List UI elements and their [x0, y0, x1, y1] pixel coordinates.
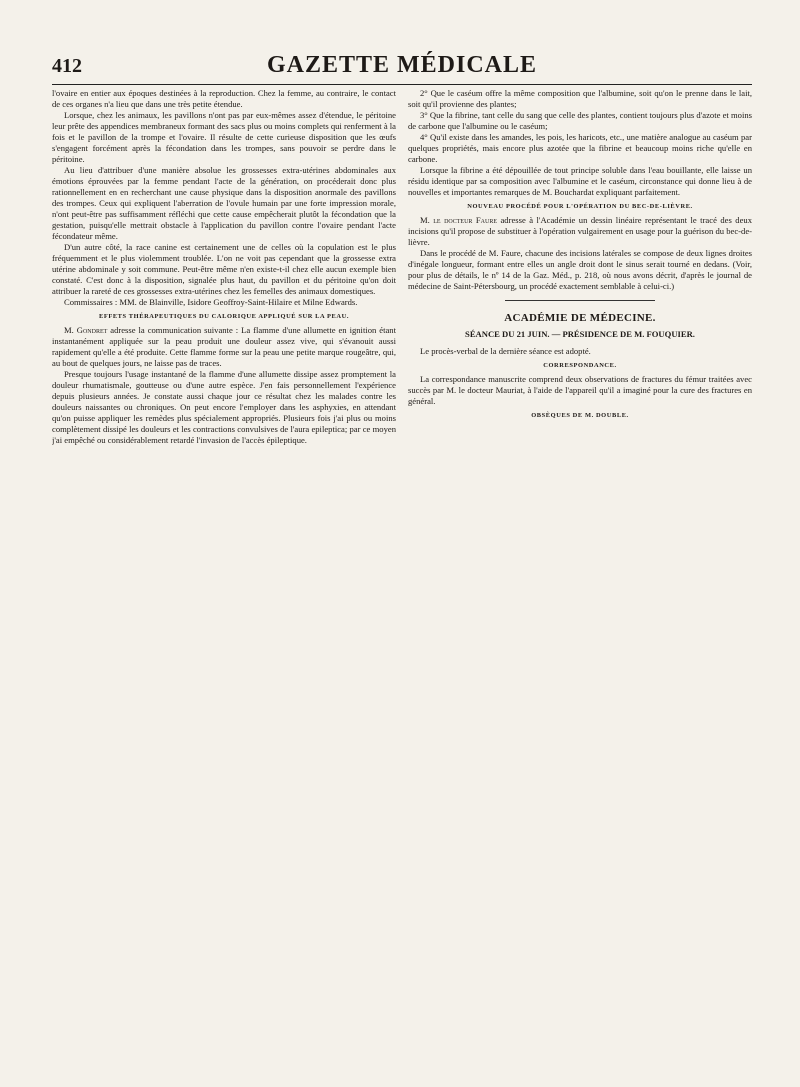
page-number: 412 — [52, 55, 82, 77]
section-heading: OBSÈQUES DE M. DOUBLE. — [531, 412, 629, 420]
paragraph: Presque toujours l'usage instantané de la flamme d'une allumette dissipe assez promptement la douleur rhumatismale, goutteuse ou d'une autre espèce. J'en fais personnellement l'expérience depuis plusieurs années. Je constate aussi chaque jour ce résultat chez les malades contre les douleurs naissantes ou chroniques. On peut encore l'employer dans les asphyxies, en attendant qu'on puisse appliquer les remèdes plus spécialement appropriés. Plusieurs fois j'ai plus ou moins complètement dissipé les douleurs et les contractions convulsives de l'aura epileptica; par ce moyen j'ai empêché ou considérablement retardé l'invasion de l'accès épileptique. — [52, 369, 396, 446]
section-heading: EFFETS THÉRAPEUTIQUES DU CALORIQUE APPLIQUÉ SUR LA PEAU. — [98, 313, 350, 320]
paragraph: Dans le procédé de M. Faure, chacune des incisions latérales se compose de deux lignes droites d'inégale longueur, formant entre elles un angle droit dont le sinus serait tourné en dedans. (Voir, pour plus de détails, le nº 14 de la Gaz. Méd., p. 218, où nous avons décrit, d'après le journal de médecine de Saint-Pétersbourg, un procédé exactement semblable à celui-ci.) — [408, 248, 752, 292]
paragraph: 4° Qu'il existe dans les amandes, les pois, les haricots, etc., une matière analogue au caséum par quelques propriétés, mais encore plus azotée que la fibrine et beaucoup moins riche qu'elle en carbone. — [408, 132, 752, 164]
page — [52, 52, 752, 1072]
columns — [52, 88, 752, 446]
paragraph: Lorsque la fibrine a été dépouillée de tout principe soluble dans l'eau bouillante, elle laisse un résidu identique par sa composition avec l'albumine et le caséum, circonstance qui donne lieu à de nouvelles et importantes remarques de M. Bouchardat expliquant parfaitement. — [408, 165, 752, 197]
paragraph: Lorsque, chez les animaux, les pavillons n'ont pas par eux-mêmes assez d'étendue, le péritoine leur prête des appendices membraneux formant des sacs plus ou moins complets qui renferment à la fois et le pavillon de la trompe et l'ovaire. Il résulte de cette curieuse disposition que les œufs s'engagent forcément après la fécondation dans les trompes, sans pouvoir se perdre dans le péritoine. — [52, 110, 396, 164]
right-column — [408, 88, 752, 446]
section-heading: NOUVEAU PROCÉDÉ POUR L'OPÉRATION DU BEC-DE-LIÈVRE. — [467, 203, 693, 210]
paragraph: Commissaires : MM. de Blainville, Isidore Geoffroy-Saint-Hilaire et Milne Edwards. — [64, 297, 358, 307]
paragraph: Au lieu d'attribuer d'une manière absolue les grossesses extra-utérines abdominales aux émotions éprouvées par la femme pendant l'acte de la génération, on procéderait donc plus rationnellement en en recherchant une cause physique dans la disposition anormale des pavillons des trompes. Ceux qui expliquent l'aberration de l'ovule humain par une forte impression morale, n'ont peut-être pas suffisamment réfléchi que cette cause empêcherait plutôt la fécondation que la gestation, puisqu'elle mettrait obstacle à l'application du pavillon contre l'ovaire pendant l'acte fécondateur même. — [52, 165, 396, 241]
paragraph: 2° Que le caséum offre la même composition que l'albumine, soit qu'on le prenne dans le lait, soit qu'il provienne des plantes; — [408, 88, 752, 109]
journal-title: GAZETTE MÉDICALE — [266, 52, 538, 78]
paragraph-text: adresse à l'Académie un dessin linéaire représentant le tracé des deux incisions qu'il propose de substituer à l'opération vulgairement en usage pour la guérison du bec-de-lièvre. — [408, 215, 752, 248]
academy-heading: ACADÉMIE DE MÉDECINE. — [504, 312, 656, 325]
session-heading: SÉANCE DU 21 JUIN. — PRÉSIDENCE DE M. FOUQUIER. — [465, 329, 695, 340]
paragraph — [408, 215, 752, 248]
paragraph-text: adresse la communication suivante : La flamme d'une allumette en ignition étant instantanément appliquée sur la peau produit une douleur assez vive, qui s'évanouit aussi rapidement qu'elle a été produite. Cette flamme forme sur la peau une petite marque rougeâtre, qui, au bout de quelques jours, ne laisse pas de traces. — [52, 325, 396, 369]
paragraph: Le procès-verbal de la dernière séance est adopté. — [420, 346, 591, 357]
author-name: M. le docteur Faure — [420, 215, 497, 226]
author-name: M. Gondret — [64, 325, 108, 336]
section-heading: CORRESPONDANCE. — [543, 362, 617, 370]
masthead-rule — [52, 84, 752, 85]
paragraph: 3° Que la fibrine, tant celle du sang que celle des plantes, contient toujours plus d'azote et moins de carbone que l'albumine ou le caséum; — [408, 110, 752, 131]
left-column — [52, 88, 396, 446]
paragraph: La correspondance manuscrite comprend deux observations de fractures du fémur traitées avec succès par M. le docteur Mauriat, à l'aide de l'appareil qu'il a imaginé pour la cure des fractures en général. — [408, 374, 752, 407]
paragraph: D'un autre côté, la race canine est certainement une de celles où la copulation est le plus fréquemment et le plus violemment troublée. L'on ne voit pas cependant que la grossesse extra utérine abdominale y soit commune. Peut-être même n'en existe-t-il chez elle aucun exemple bien constaté. C'est donc à la disposition, signalée plus haut, du pavillon et du péritoine qu'on doit attribuer la rareté de ces grossesses extra-utérines chez les femelles des animaux domestiques. — [52, 242, 396, 296]
paragraph: l'ovaire en entier aux époques destinées à la reproduction. Chez la femme, au contraire, le contact de ces organes n'a lieu que dans une très petite étendue. — [52, 88, 396, 109]
separator-rule — [505, 300, 655, 301]
masthead — [52, 52, 752, 82]
paragraph — [52, 325, 396, 369]
